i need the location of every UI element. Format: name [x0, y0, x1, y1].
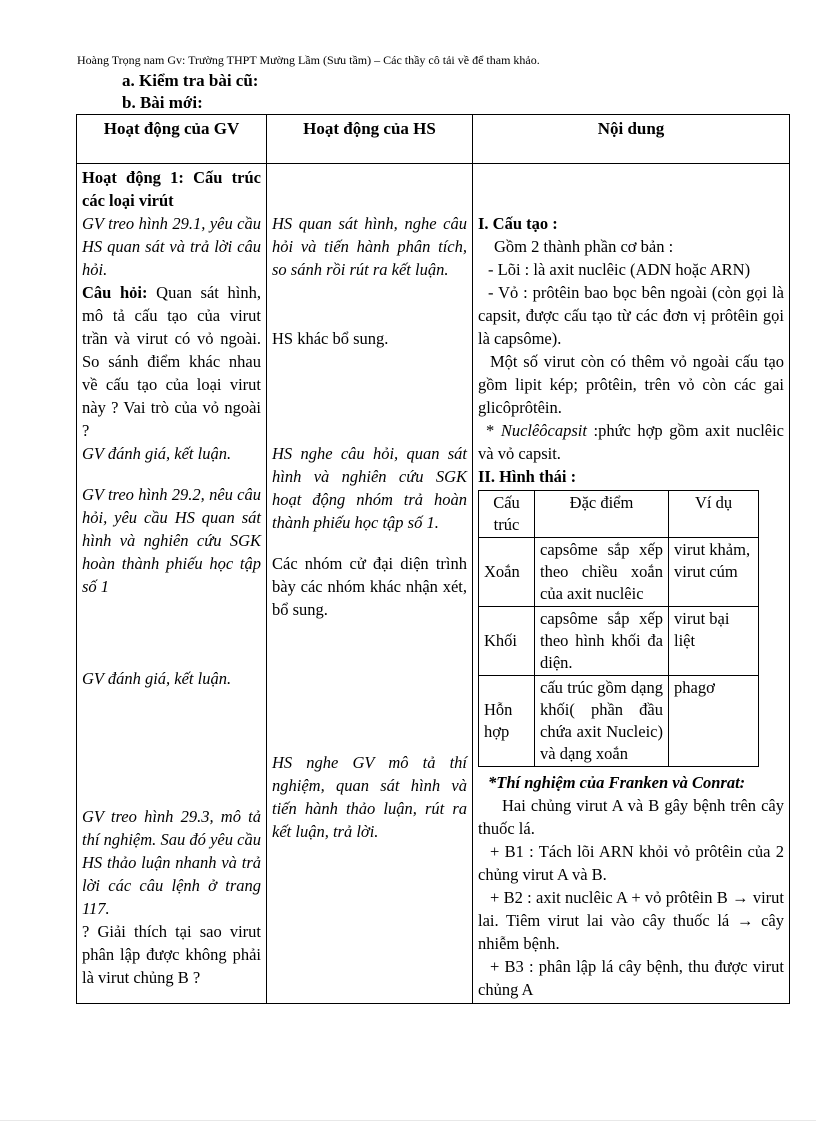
gv-question-3: ? Giải thích tại sao virut phân lập được không phải là virut chủng B ? [82, 922, 261, 987]
header-gv: Hoạt động của GV [77, 115, 267, 164]
activity-1-title: Hoạt động 1: Cấu trúc các loại virút [82, 168, 261, 210]
gv-evaluation-2: GV đánh giá, kết luận. [82, 669, 232, 688]
shape-feature: capsôme sắp xếp theo hình khối đa diện. [535, 607, 669, 676]
hs-response-1: HS quan sát hình, nghe câu hỏi và tiến hành phân tích, so sánh rồi rút ra kết luận. [272, 214, 467, 279]
lesson-table-body-row [77, 164, 790, 1004]
shape-example: phagơ [669, 676, 759, 767]
gv-evaluation-1: GV đánh giá, kết luận. [82, 444, 232, 463]
experiment-intro: Hai chủng virut A và B gây bệnh trên cây thuốc lá. [478, 796, 784, 838]
shape-header-structure: Cấu trúc [479, 491, 535, 538]
gv-question-1 [82, 281, 261, 442]
experiment-step-2: + B2 : axit nuclêic A + vỏ prôtêin B → virut lai. Tiêm virut lai vào cây thuốc lá → cây nhiễm bệnh. [478, 888, 784, 953]
shape-structure: Hỗn hợp [479, 676, 535, 767]
section-heading-new-lesson: b. Bài mới: [122, 93, 203, 112]
hs-response-2: HS khác bổ sung. [272, 329, 389, 348]
experiment-step-3: + B3 : phân lập lá cây bệnh, thu được virut chủng A [478, 957, 784, 999]
experiment-title: *Thí nghiệm của Franken và Conrat: [488, 773, 746, 792]
shape-structure: Khối [479, 607, 535, 676]
question-label: Câu hỏi: [82, 283, 148, 302]
structure-intro: Gồm 2 thành phần cơ bản : [494, 237, 674, 256]
gv-instruction-3: GV treo hình 29.3, mô tả thí nghiệm. Sau đó yêu cầu HS thảo luận nhanh và trả lời các câu lệnh ở trang 117. [82, 807, 261, 918]
table-row [479, 607, 759, 676]
hs-response-5: HS nghe GV mô tả thí nghiệm, quan sát hình và tiến hành thảo luận, rút ra kết luận, trả lời. [272, 753, 467, 841]
gv-instruction-1: GV treo hình 29.1, yêu cầu HS quan sát và trả lời câu hỏi. [82, 214, 261, 279]
lesson-table-header-row [77, 115, 790, 164]
content-column [473, 164, 790, 1004]
lesson-table [76, 114, 790, 1004]
gv-instruction-2: GV treo hình 29.2, nêu câu hỏi, yêu cầu HS quan sát hình và nghiên cứu SGK hoàn thành phiếu học tập số 1 [82, 485, 261, 596]
gv-column [77, 164, 267, 1004]
shape-table-header-row [479, 491, 759, 538]
hs-response-4: Các nhóm cử đại diện trình bày các nhóm khác nhận xét, bổ sung. [272, 554, 467, 619]
shape-example: virut bại liệt [669, 607, 759, 676]
shape-feature: cấu trúc gồm dạng khối( phần đầu chứa axit Nucleic) và dạng xoắn [535, 676, 669, 767]
nucleocapsid-text: :phức hợp gồm axit nuclêic và vỏ capsit. [478, 421, 785, 463]
page-bottom-divider [0, 1120, 816, 1121]
virus-shape-table [478, 490, 759, 767]
hs-column [267, 164, 473, 1004]
structure-extra: Một số virut còn có thêm vỏ ngoài cấu tạo gồm lipit kép; prôtêin, trên vỏ còn các gai glicôprôtêin. [478, 352, 784, 417]
hs-response-3: HS nghe câu hỏi, quan sát hình và nghiên cứu SGK hoạt động nhóm trả hoàn thành phiếu học tập số 1. [272, 444, 467, 532]
section-heading-review: a. Kiểm tra bài cũ: [122, 71, 259, 90]
shape-example: virut khảm, virut cúm [669, 538, 759, 607]
question-text: Quan sát hình, mô tả cấu tạo của virut trần và virut có vỏ ngoài. So sánh điểm khác nhau về cấu tạo của loại virut này ? Vai trò của vỏ ngoài ? [82, 283, 261, 440]
table-row [479, 538, 759, 607]
nucleocapsid-term: Nuclêôcapsit [500, 421, 587, 440]
nucleocapsid-definition: * Nuclêôcapsit :phức hợp gồm axit nuclêic và vỏ capsit. [478, 421, 785, 463]
header-hs: Hoạt động của HS [267, 115, 473, 164]
experiment-step-1: + B1 : Tách lõi ARN khỏi vỏ prôtêin của 2 chủng virut A và B. [478, 842, 784, 884]
shape-section-title: II. Hình thái : [478, 467, 577, 486]
table-row [479, 676, 759, 767]
shape-header-example: Ví dụ [669, 491, 759, 538]
shape-structure: Xoắn [479, 538, 535, 607]
structure-section-title: I. Cấu tạo : [478, 214, 558, 233]
shape-feature: capsôme sắp xếp theo chiều xoắn của axit nuclêic [535, 538, 669, 607]
structure-shell: - Vỏ : prôtêin bao bọc bên ngoài (còn gọi là capsit, được cấu tạo từ các đơn vị prôtêin gọi là capsôme). [478, 283, 784, 348]
page-header-note: Hoàng Trọng nam Gv: Trường THPT Mường Lầm (Sưu tầm) – Các thầy cô tải về để tham khảo. [77, 53, 540, 67]
header-content: Nội dung [473, 115, 790, 164]
structure-core: - Lõi : là axit nuclêic (ADN hoặc ARN) [488, 260, 751, 279]
shape-header-feature: Đặc điểm [535, 491, 669, 538]
